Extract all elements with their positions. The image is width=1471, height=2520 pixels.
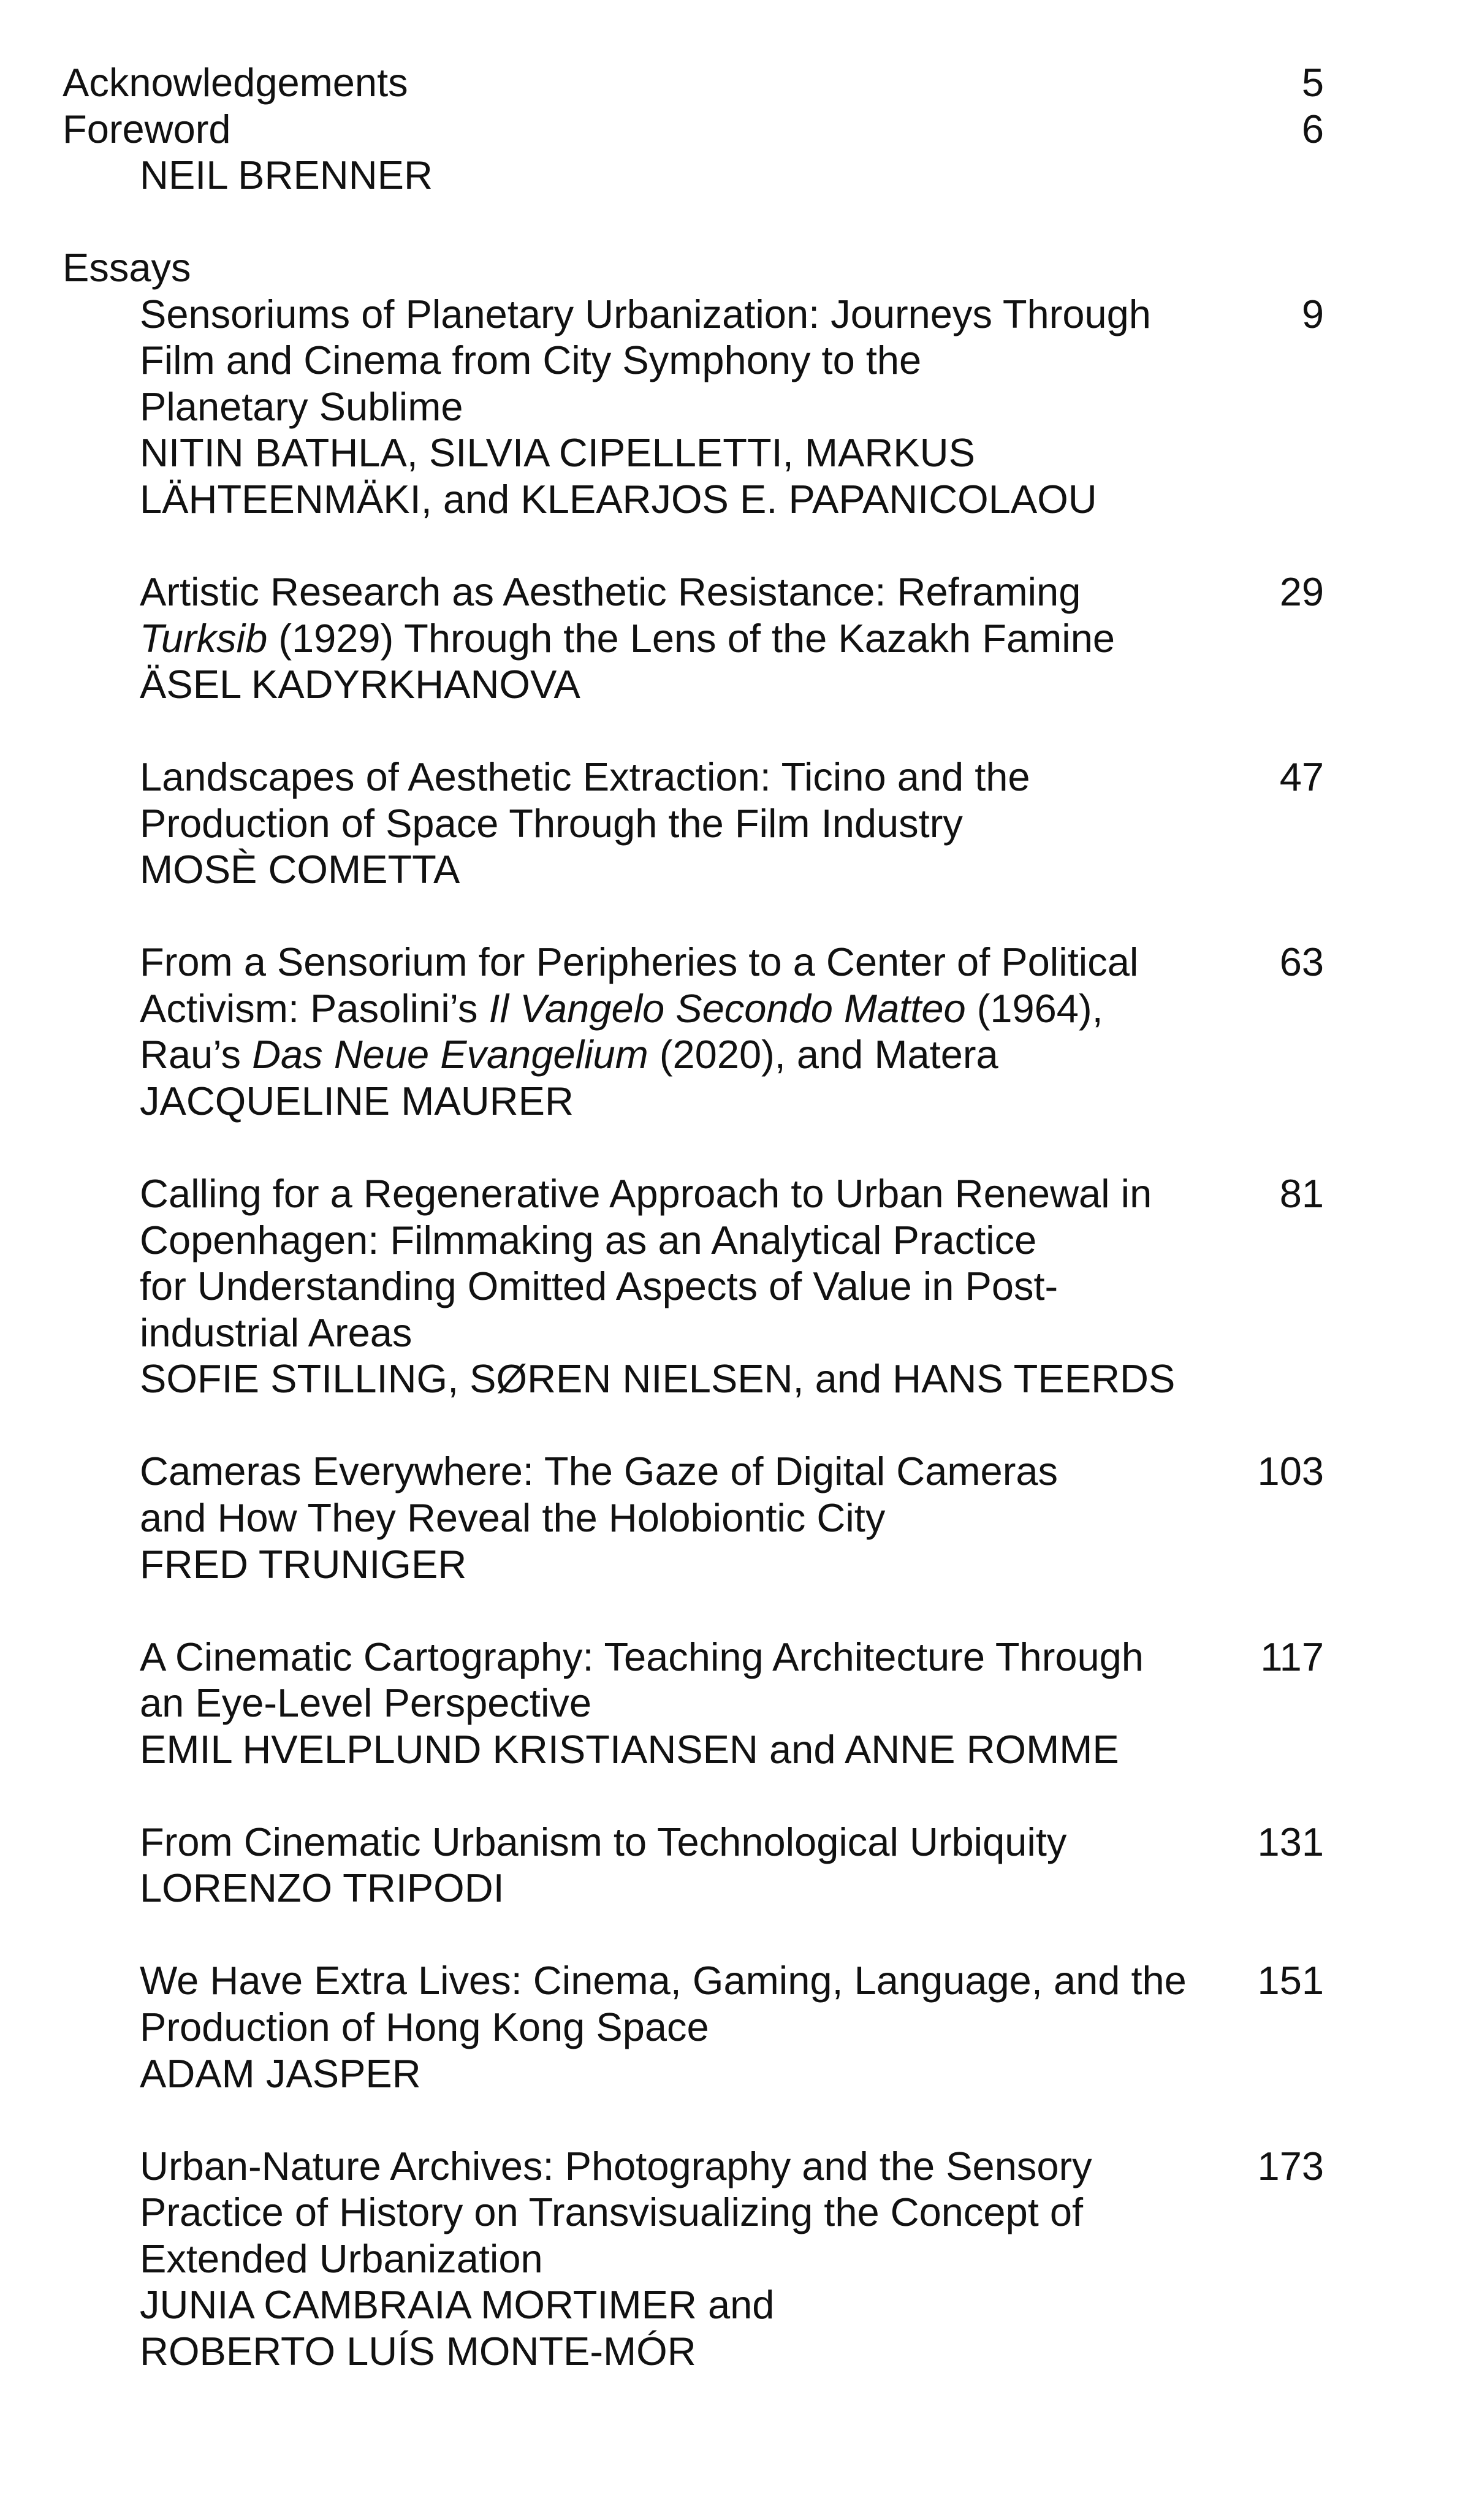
spacer [63,1402,1324,1449]
entry-title-line [63,1263,1324,1310]
entry-title-line [63,106,1324,153]
entry-author: ÄSEL KADYRKHANOVA [140,662,580,707]
page-number: 9 [1301,291,1324,336]
title-text: Planetary Sublime [140,384,463,429]
entry-title-line [63,1680,1324,1726]
entry-title: Foreword [63,106,231,151]
toc-entry-essay[interactable] [63,754,1324,893]
title-text: From a Sensorium for Peripheries to a Center of Political [140,939,1139,985]
entry-author: JACQUELINE MAURER [140,1079,574,1124]
title-text: for Understanding Omitted Aspects of Value in Post- [140,1264,1059,1309]
entry-title-line [63,2189,1324,2236]
page-number: 81 [1279,1171,1324,1216]
toc-entry-essay[interactable] [63,1171,1324,1402]
entry-title-line [63,615,1324,662]
entry-author: ROBERTO LUÍS MONTE-MÓR [140,2328,696,2374]
entry-author: SOFIE STILLING, SØREN NIELSEN, and HANS TEERDS [140,1356,1176,1402]
entry-author: EMIL HVELPLUND KRISTIANSEN and ANNE ROMME [140,1726,1119,1772]
entry-title-line [63,2236,1324,2282]
entry-author: ADAM JASPER [140,2051,421,2096]
page-number: 117 [1260,1634,1324,1679]
spacer [63,199,1324,245]
toc-entry-essay[interactable] [63,939,1324,1124]
entry-title-line [63,337,1324,384]
page-number: 173 [1257,2143,1324,2188]
toc-entry-front-matter[interactable] [63,106,1324,199]
title-text: Copenhagen: Filmmaking as an Analytical Practice [140,1217,1037,1262]
entry-author: JUNIA CAMBRAIA MORTIMER and [140,2282,775,2328]
entry-title-line [63,985,1324,1032]
entry-author: NEIL BRENNER [140,153,433,198]
entry-title-line [63,1634,1324,1680]
entry-title-line [63,384,1324,430]
page-number: 6 [1301,106,1324,151]
page-number: 5 [1301,60,1324,105]
entry-title-line [63,59,1324,106]
toc-entry-essay[interactable] [63,291,1324,523]
title-text: From Cinematic Urbanism to Technological Urbiquity [140,1819,1067,1864]
table-of-contents [63,59,1324,2374]
entry-title-line [63,800,1324,847]
entry-title-line [63,1171,1324,1217]
entry-author: LÄHTEENMÄKI, and KLEARJOS E. PAPANICOLAOU [140,476,1097,522]
title-text: Extended Urbanization [140,2236,543,2281]
title-text: Calling for a Regenerative Approach to Urban Renewal in [140,1171,1152,1216]
spacer [63,1911,1324,1958]
entry-title-line [63,1448,1324,1495]
entry-title-line [63,754,1324,800]
work-title-italic: Turksib [140,615,268,661]
entry-title-line [63,1495,1324,1541]
title-text: Cameras Everywhere: The Gaze of Digital Cameras [140,1449,1058,1494]
entry-title: Acknowledgements [63,60,408,105]
spacer [63,2097,1324,2143]
entry-title-line [63,1310,1324,1356]
title-text: industrial Areas [140,1310,412,1355]
toc-entry-essay[interactable] [63,2143,1324,2375]
title-text: Production of Hong Kong Space [140,2004,709,2049]
spacer [63,708,1324,754]
entry-title-line [63,1957,1324,2004]
spacer [63,1125,1324,1171]
page-number: 151 [1257,1958,1324,2003]
title-text: Sensoriums of Planetary Urbanization: Journeys Through [140,291,1151,336]
spacer [63,1587,1324,1634]
page-number: 103 [1257,1449,1324,1494]
page-number: 63 [1279,939,1324,985]
title-text: We Have Extra Lives: Cinema, Gaming, Language, and the [140,1958,1187,2003]
page-number: 29 [1279,569,1324,615]
title-text: Practice of History on Transvisualizing the Concept of [140,2190,1084,2235]
entry-title-line [63,939,1324,985]
work-title-italic: Il Vangelo Secondo Matteo [488,985,966,1031]
entry-author: NITIN BATHLA, SILVIA CIPELLETTI, MARKUS [140,430,975,476]
entry-author: MOSÈ COMETTA [140,847,460,892]
title-text: Production of Space Through the Film Industry [140,800,963,846]
page-number: 47 [1279,754,1324,800]
spacer [63,1772,1324,1819]
title-text: (1929) Through the Lens of the Kazakh Famine [267,615,1115,661]
entry-author: FRED TRUNIGER [140,1541,467,1587]
entry-title-line [63,1819,1324,1865]
toc-entry-front-matter[interactable] [63,59,1324,106]
entry-title-line [63,1031,1324,1078]
title-text: Activism: Pasolini’s [140,985,489,1031]
title-text: Film and Cinema from City Symphony to the [140,338,922,383]
entry-title-line [63,569,1324,615]
spacer [63,893,1324,939]
title-text: (1964), [965,985,1103,1031]
toc-entry-essay[interactable] [63,569,1324,708]
title-text: Urban-Nature Archives: Photography and the Sensory [140,2143,1092,2188]
work-title-italic: Das Neue Evangelium [252,1032,648,1077]
entry-title-line [63,2143,1324,2190]
title-text: A Cinematic Cartography: Teaching Architecture Through [140,1634,1144,1679]
entry-title-line [63,291,1324,338]
title-text: Landscapes of Aesthetic Extraction: Ticino and the [140,754,1030,800]
toc-entry-essay[interactable] [63,1634,1324,1773]
toc-entry-essay[interactable] [63,1819,1324,1911]
title-text: (2020), and Matera [648,1032,998,1077]
title-text: an Eye-Level Perspective [140,1680,592,1726]
section-heading: Essays [63,245,191,290]
toc-entry-essay[interactable] [63,1957,1324,2097]
page-number: 131 [1257,1819,1324,1864]
toc-entry-essay[interactable] [63,1448,1324,1587]
entry-title-line [63,1217,1324,1264]
spacer [63,522,1324,569]
title-text: Artistic Research as Aesthetic Resistance: Reframing [140,569,1081,615]
title-text: and How They Reveal the Holobiontic City [140,1495,886,1540]
title-text: Rau’s [140,1032,253,1077]
entry-author: LORENZO TRIPODI [140,1865,504,1911]
entry-title-line [63,2004,1324,2051]
